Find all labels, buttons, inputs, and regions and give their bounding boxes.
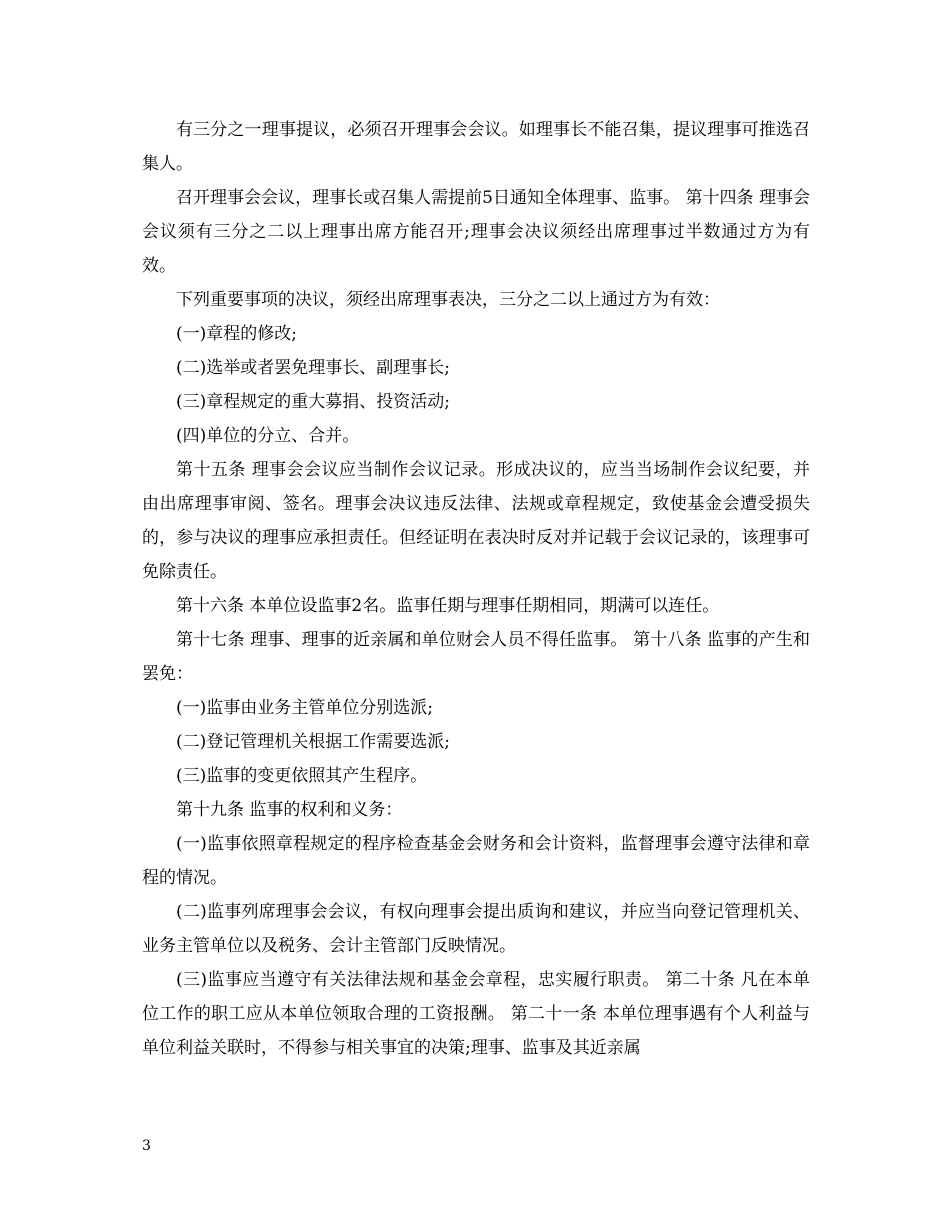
list-item-5: (一)监事由业务主管单位分别选派; — [176, 698, 433, 718]
list-item-2: (二)选举或者罢免理事长、副理事长; — [176, 358, 450, 378]
document-body — [142, 113, 810, 1065]
list-item-9: (二)监事列席理事会会议，有权向理事会提出质询和建议，并应当向登记管理机关、业务主管单位以及税务、会计主管部门反映情况。 — [142, 902, 810, 956]
paragraph-1: 有三分之一理事提议，必须召开理事会会议。如理事长不能召集，提议理事可推选召集人。 — [142, 120, 810, 174]
list-item-10: (三)监事应当遵守有关法律法规和基金会章程，忠实履行职责。 第二十条 凡在本单位工作的职工应从本单位领取合理的工资报酬。 第二十一条 本单位理事遇有个人利益与单位利益关联时，不得参与相关事宜的决策;理事、监事及其近亲属 — [142, 970, 810, 1058]
paragraph-3: 下列重要事项的决议，须经出席理事表决，三分之二以上通过方为有效： — [176, 290, 720, 310]
list-item-1: (一)章程的修改; — [176, 324, 297, 344]
paragraph-2: 召开理事会会议，理事长或召集人需提前5日通知全体理事、监事。 第十四条 理事会会议须有三分之二以上理事出席方能召开;理事会决议须经出席理事过半数通过方为有效。 — [142, 188, 810, 276]
list-item-3: (三)章程规定的重大募捐、投资活动; — [176, 392, 450, 412]
article-19: 第十九条 监事的权利和义务： — [176, 800, 403, 820]
article-17-18: 第十七条 理事、理事的近亲属和单位财会人员不得任监事。 第十八条 监事的产生和罢免： — [142, 630, 810, 684]
page-number: 3 — [142, 1138, 151, 1154]
list-item-8: (一)监事依照章程规定的程序检查基金会财务和会计资料，监督理事会遵守法律和章程的情况。 — [142, 834, 810, 888]
article-16: 第十六条 本单位设监事2名。监事任期与理事任期相同，期满可以连任。 — [176, 596, 720, 616]
article-15: 第十五条 理事会会议应当制作会议记录。形成决议的，应当当场制作会议纪要，并由出席理事审阅、签名。理事会决议违反法律、法规或章程规定，致使基金会遭受损失的，参与决议的理事应承担责任。但经证明在表决时反对并记载于会议记录的，该理事可免除责任。 — [142, 460, 810, 582]
list-item-4: (四)单位的分立、合并。 — [176, 426, 360, 446]
list-item-6: (二)登记管理机关根据工作需要选派; — [176, 732, 450, 752]
list-item-7: (三)监事的变更依照其产生程序。 — [176, 766, 428, 786]
